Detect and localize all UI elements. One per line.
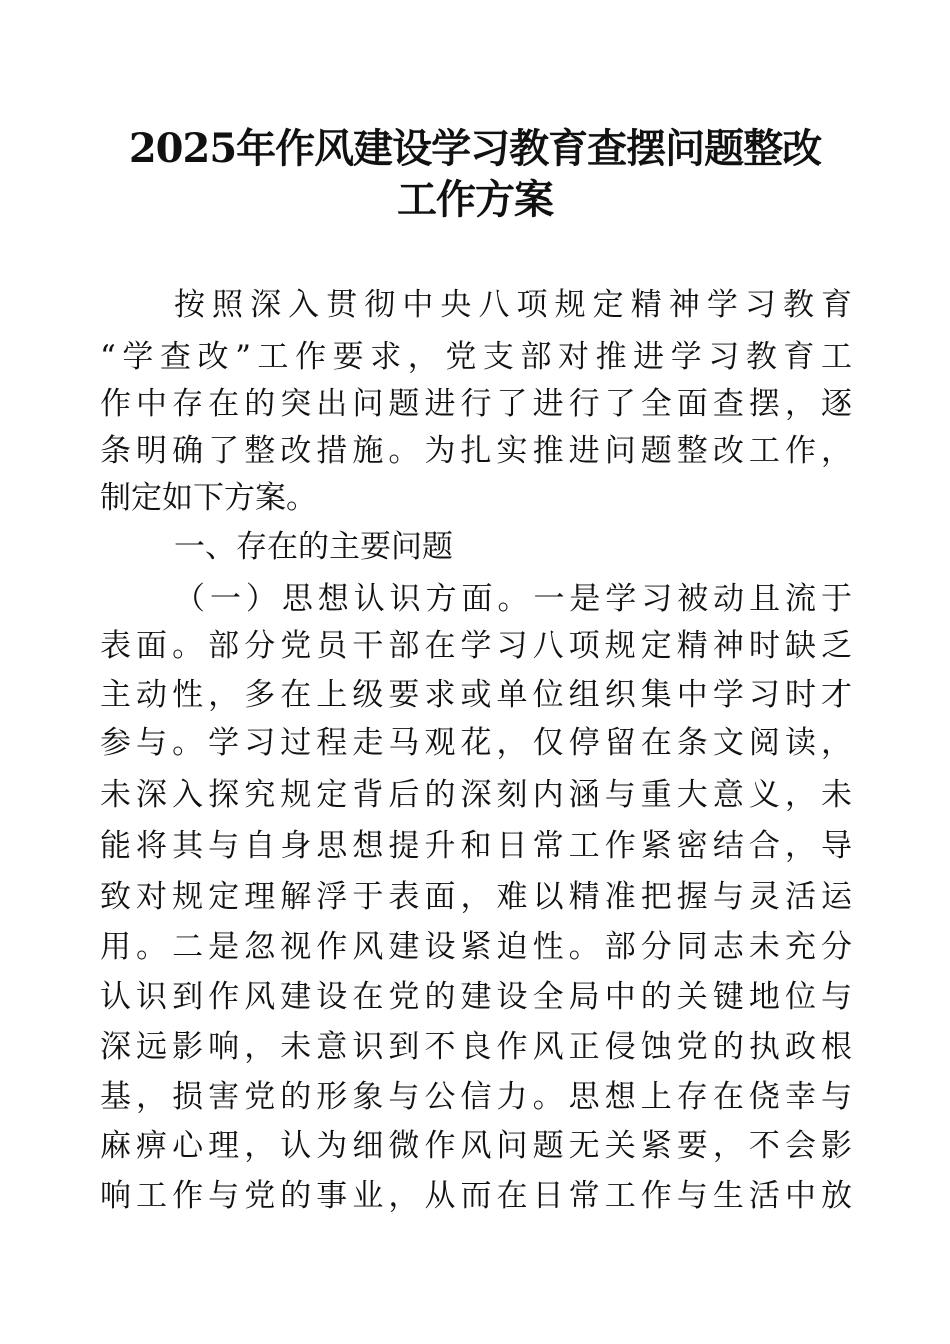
body-line: 未深入探究规定背后的深刻内涵与重大意义，未	[100, 777, 852, 813]
body-line: 致对规定理解浮于表面，难以精准把握与灵活运	[100, 879, 852, 915]
body-line: 麻痹心理，认为细微作风问题无关紧要，不会影	[100, 1128, 852, 1164]
document-title-line-1: 2025年作风建设学习教育查摆问题整改	[128, 125, 822, 172]
body-line: 表面。部分党员干部在学习八项规定精神时缺乏	[100, 628, 852, 664]
body-line: 按照深入贯彻中央八项规定精神学习教育	[174, 287, 852, 323]
body-line: 主动性，多在上级要求或单位组织集中学习时才	[100, 677, 852, 713]
body-line: （一）思想认识方面。一是学习被动且流于	[174, 581, 852, 617]
body-line: 制定如下方案。	[100, 480, 317, 516]
body-line: “学查改”工作要求，党支部对推进学习教育工	[100, 339, 852, 375]
body-line: 认识到作风建设在党的建设全局中的关键地位与	[100, 979, 852, 1015]
body-line: 条明确了整改措施。为扎实推进问题整改工作，	[100, 433, 852, 469]
body-line: 深远影响，未意识到不良作风正侵蚀党的执政根	[100, 1029, 852, 1065]
body-line: 参与。学习过程走马观花，仅停留在条文阅读，	[100, 725, 852, 761]
document-title-line-2: 工作方案	[397, 176, 553, 223]
body-line: 用。二是忽视作风建设紧迫性。部分同志未充分	[100, 929, 852, 965]
body-line: 作中存在的突出问题进行了进行了全面查摆，逐	[100, 386, 852, 422]
body-line: 基，损害党的形象与公信力。思想上存在侥幸与	[100, 1079, 852, 1115]
section-heading: 一、存在的主要问题	[174, 529, 453, 565]
body-line: 能将其与自身思想提升和日常工作紧密结合，导	[100, 828, 852, 864]
body-line: 响工作与党的事业，从而在日常工作与生活中放	[100, 1178, 852, 1214]
